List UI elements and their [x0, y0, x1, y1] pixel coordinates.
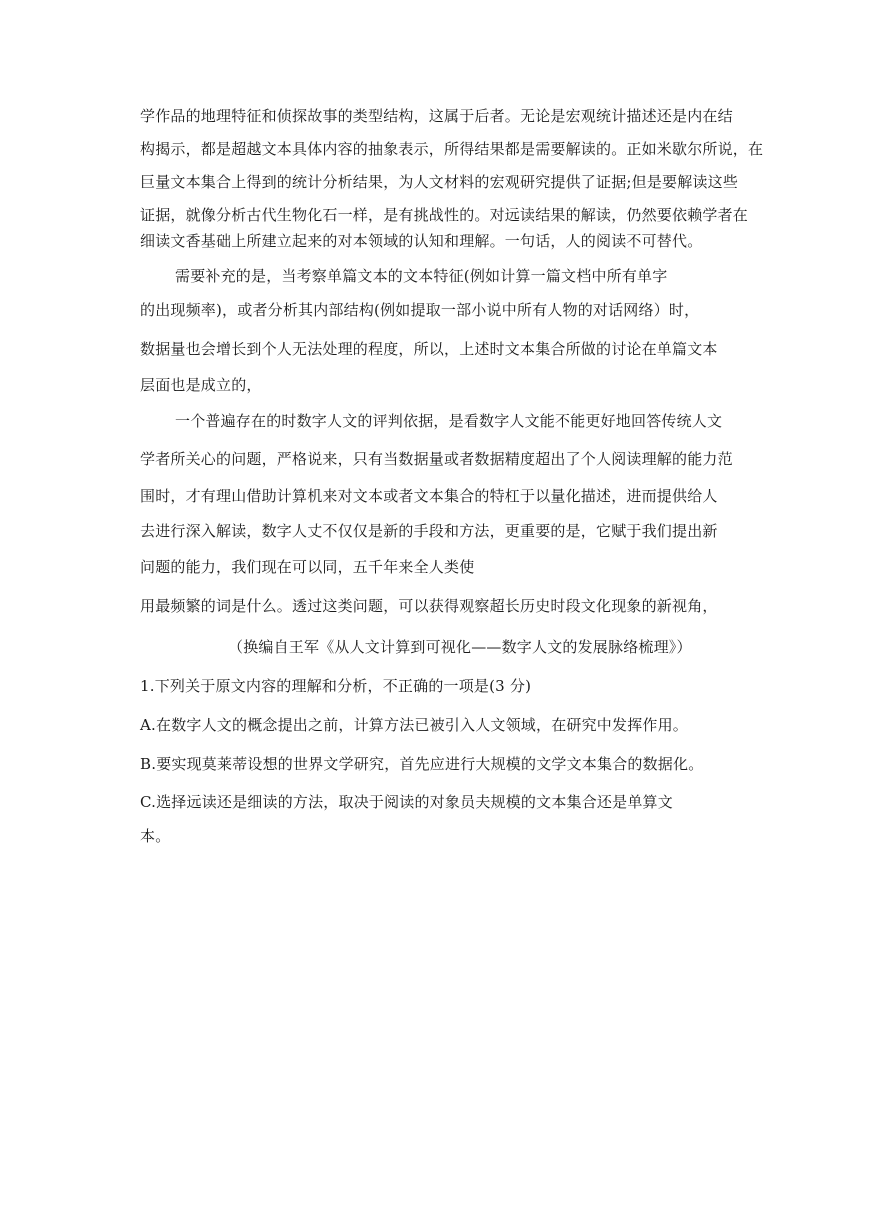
paragraph3-line: 去进行深入解读，数字人丈不仅仅是新的手段和方法，更重要的是，它赋于我们提出新 [140, 522, 718, 540]
paragraph3-line: 一个普遍存在的时数字人文的评判依据，是看数字人文能不能更好地回答传统人文 [175, 412, 723, 430]
question-stem: 1.下列关于原文内容的理解和分析，不正确的一项是(3 分) [140, 677, 532, 695]
option-c: C.选择远读还是细读的方法，取决于阅读的对象员夫规模的文本集合还是单算文 [140, 793, 673, 811]
paragraph1-line: 巨量文本集合上得到的统计分析结果，为人文材料的宏观研究提供了证据;但是要解读这些 [140, 173, 739, 191]
paragraph1-line: 细读文香基础上所建立起来的对本领域的认知和理解。一句话，人的阅读不可替代。 [140, 232, 703, 250]
paragraph3-line: 学者所关心的问题，严格说来，只有当数据量或者数据精度超出了个人阅读理解的能力范 [140, 450, 733, 468]
paragraph2-line: 的出现频率)，或者分析其内部结构(例如提取一部小说中所有人物的对话网络）时， [140, 301, 700, 319]
paragraph3-line: 围时，才有理山借助计算机来对文本或者文本集合的特杠于以量化描述，进而提供给人 [140, 487, 718, 505]
paragraph2-line: 层面也是成立的， [140, 376, 262, 394]
citation: （换编自王军《从人文计算到可视化——数字人文的发展脉络梳理》） [228, 638, 692, 656]
paragraph2-line: 需要补充的是，当考察单篇文本的文本特征(例如计算一篇文档中所有单字 [175, 267, 668, 285]
paragraph3-line: 问题的能力，我们现在可以同，五千年来全人类使 [140, 558, 475, 576]
option-a: A.在数字人文的概念提出之前，计算方法已被引入人文领域，在研究中发挥作用。 [140, 716, 689, 734]
option-c-continuation: 本。 [140, 827, 171, 845]
paragraph1-line: 学作品的地理特征和侦探故事的类型结构，这属于后者。无论是宏观统计描述还是内在结 [140, 107, 733, 125]
paragraph1-line: 构揭示，都是超越文本具体内容的抽象表示，所得结果都是需要解读的。正如米歇尔所说，在 [140, 140, 764, 158]
paragraph3-line: 用最频繁的词是什么。透过这类问题，可以获得观察超长历史时段文化现象的新视角， [140, 597, 718, 615]
paragraph2-line: 数据量也会增长到个人无法处理的程度，所以，上述时文本集合所做的讨论在单篇文本 [140, 340, 718, 358]
paragraph1-line: 证据，就像分析古代生物化石一样，是有挑战性的。对远读结果的解读，仍然要依赖学者在 [140, 206, 749, 224]
option-b: B.要实现莫莱蒂设想的世界文学研究，首先应进行大规模的文学文本集合的数据化。 [140, 755, 704, 773]
